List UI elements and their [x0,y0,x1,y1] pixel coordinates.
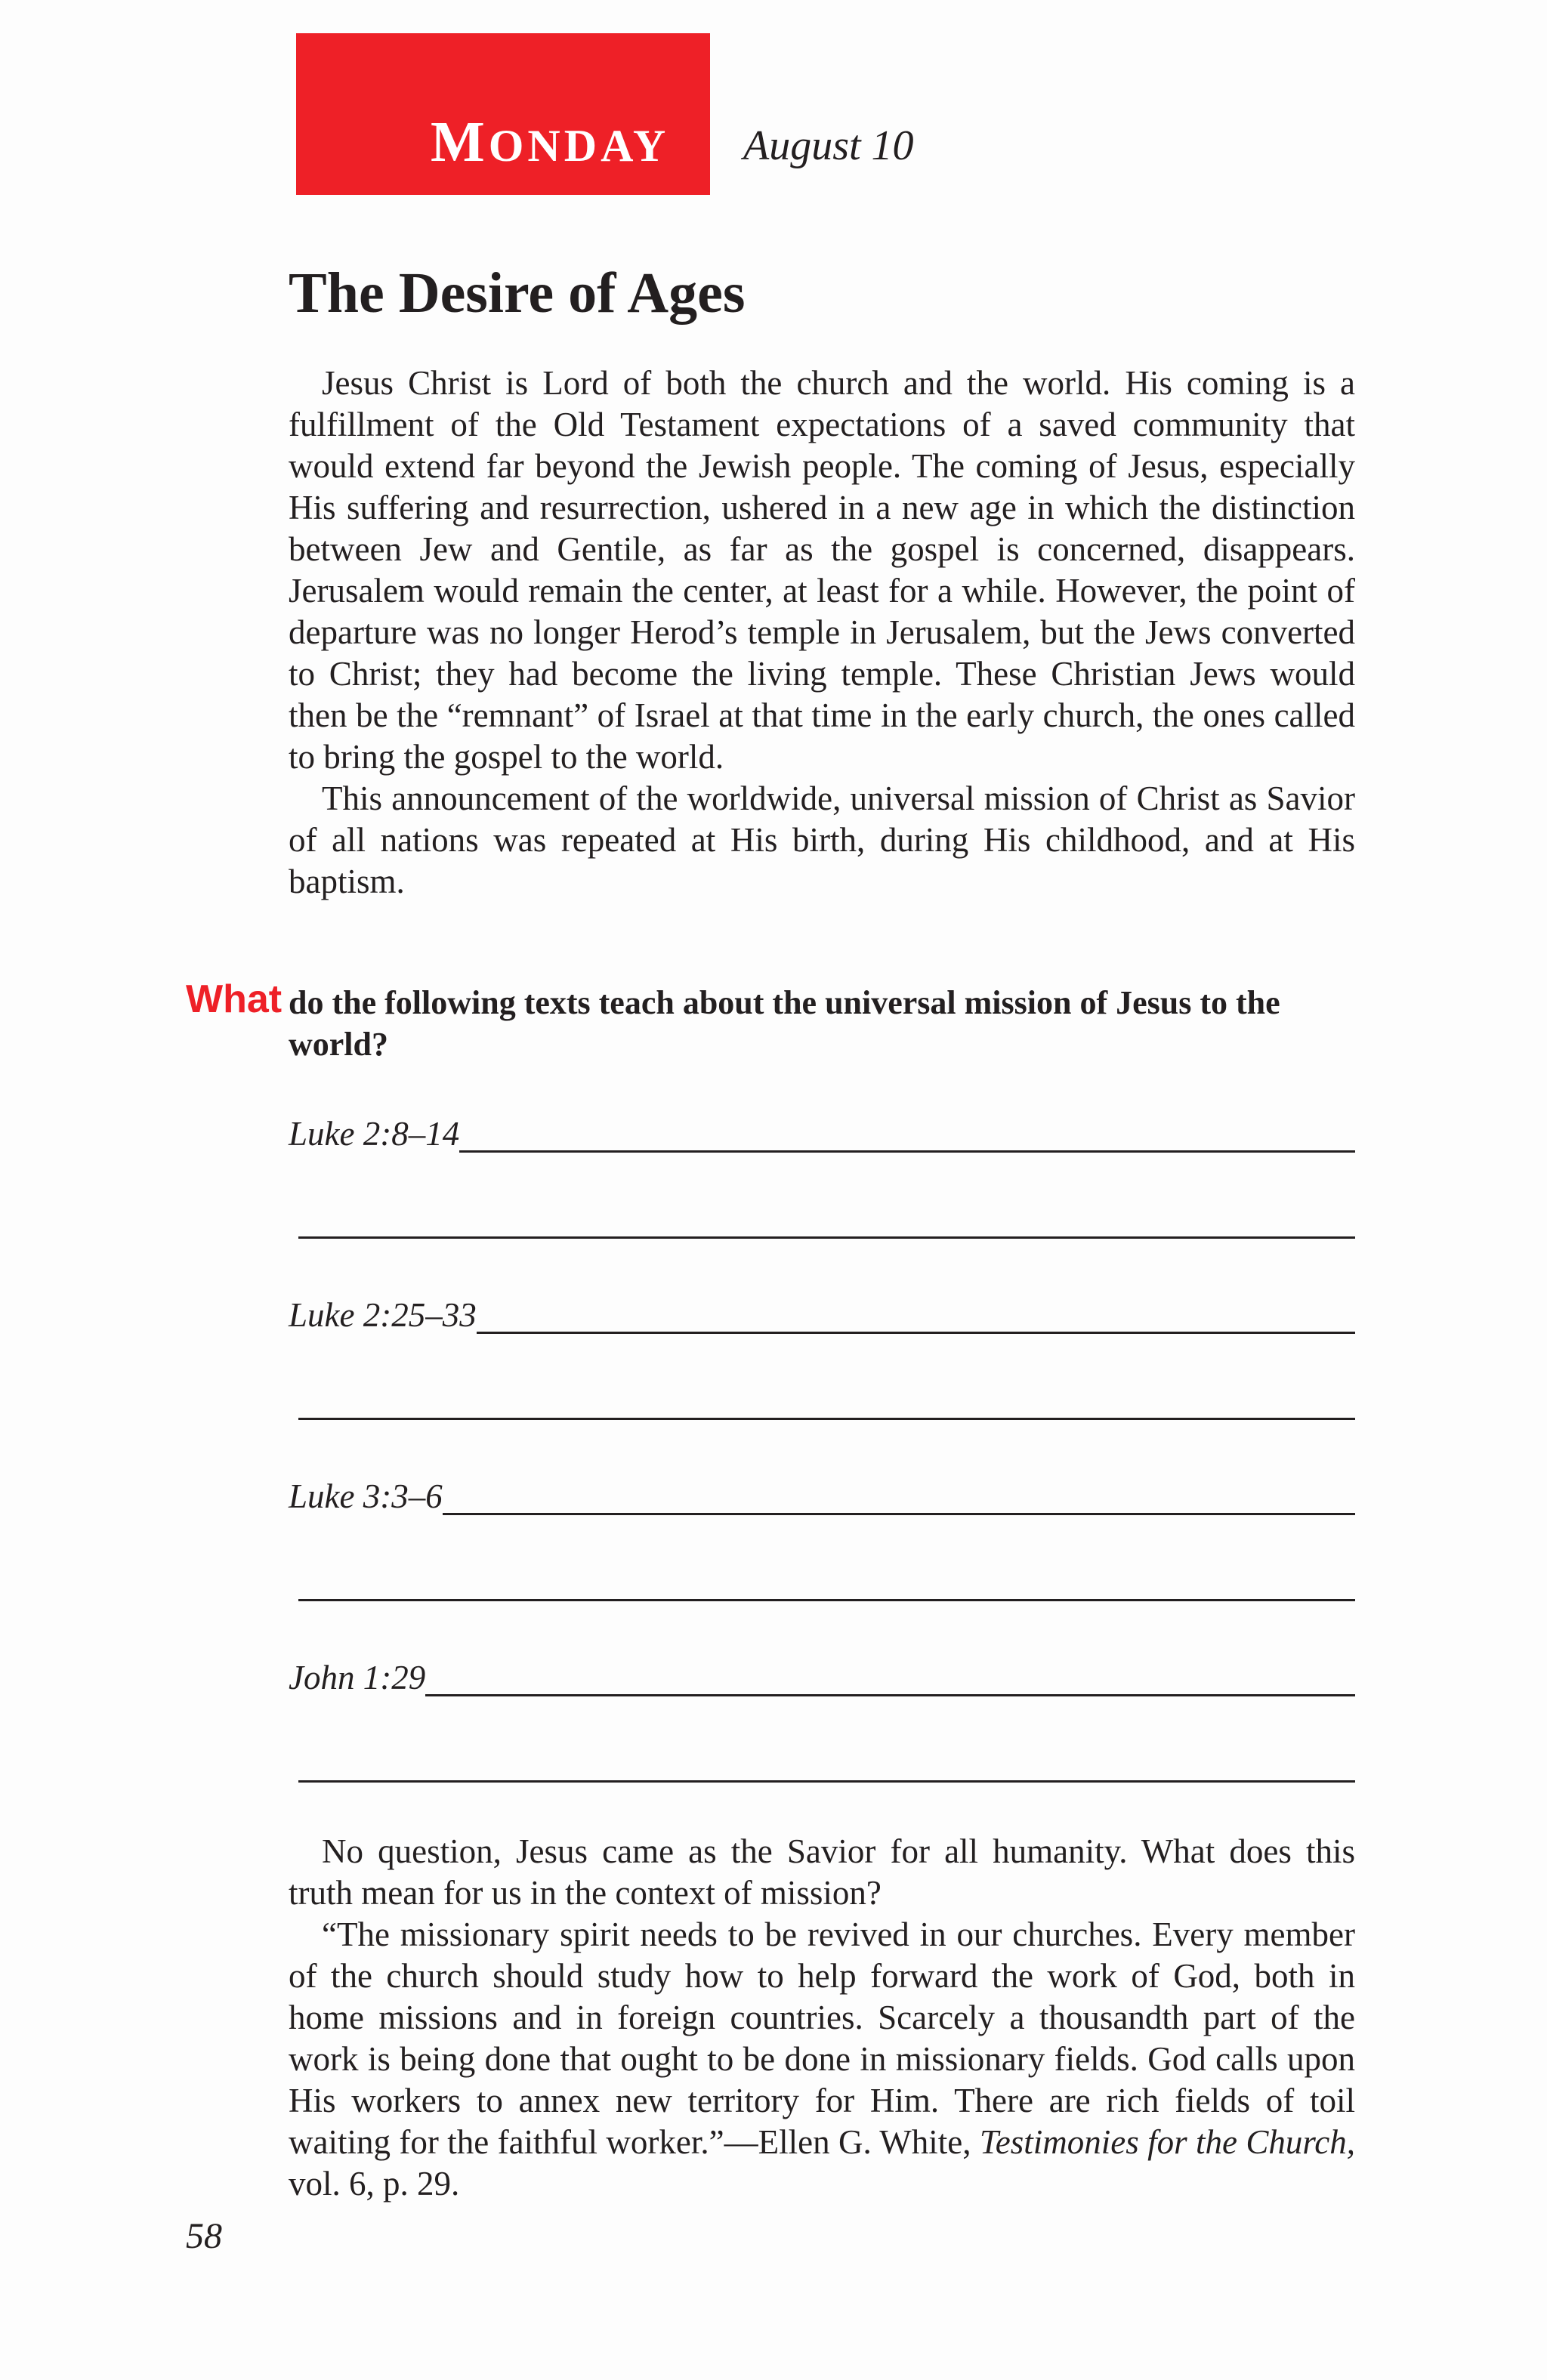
question-lead-word: What [186,977,283,1021]
page-number: 58 [186,2216,222,2256]
answer-row-4[interactable] [289,1653,1355,1698]
question-text: do the following texts teach about the universal mission of Jesus to the world? [289,984,1280,1063]
answer-row-2[interactable] [289,1290,1355,1335]
answer-line[interactable] [298,1599,1355,1601]
intro-text [289,363,1355,903]
answer-line[interactable] [425,1694,1355,1696]
scripture-reference: Luke 2:8–14 [289,1115,460,1153]
lesson-title: The Desire of Ages [289,261,746,325]
scripture-reference: Luke 3:3–6 [289,1477,443,1515]
answer-row-1[interactable] [289,1109,1355,1154]
scripture-reference: Luke 2:25–33 [289,1296,477,1334]
closing-paragraph-2 [289,1914,1355,2205]
quote-text: “The missionary spirit needs to be revived in our churches. Every member of the church should study how to help forward the work of God, both in home missions and in foreign countries. Scarcely a thousandth part of the work is being done that ought to be done in missionary fields. God calls upon His workers to annex new territory for Him. There are rich fields of toil waiting for the faithful worker.”—Ellen G. White, [289,1915,1355,2161]
citation-book: Testimonies for the Church, [979,2123,1355,2161]
answer-line[interactable] [298,1418,1355,1420]
answer-row-3[interactable] [289,1471,1355,1517]
day-label [431,110,670,174]
day-rest: ONDAY [488,121,670,171]
answer-line[interactable] [477,1332,1355,1334]
answer-line[interactable] [298,1236,1355,1239]
answer-line[interactable] [443,1513,1355,1515]
closing-paragraph-1: No question, Jesus came as the Savior for all humanity. What does this truth mean for us in the context of mission? [289,1832,1355,1912]
answer-line[interactable] [459,1150,1355,1153]
intro-paragraph-2: This announcement of the worldwide, universal mission of Christ as Savior of all nations was repeated at His birth, during His childhood, and at His baptism. [289,779,1355,900]
answer-line[interactable] [298,1780,1355,1783]
lesson-date: August 10 [743,122,914,169]
day-initial: M [431,110,489,174]
closing-text [289,1831,1355,2205]
citation-details: vol. 6, p. 29. [289,2165,460,2203]
intro-paragraph-1: Jesus Christ is Lord of both the church and the world. His coming is a fulfillment of the Old Testament expectations of a saved community that would extend far beyond the Jewish people. The coming of Jesus, especially His suffering and resurrection, ushered in a new age in which the distinction between Jew and Gentile, as far as the gospel is concerned, disappears. Jerusalem would remain the center, at least for a while. However, the point of departure was no longer Herod’s temple in Jerusalem, but the Jews converted to Christ; they had become the living temple. These Christian Jews would then be the “remnant” of Israel at that time in the early church, the ones called to bring the gospel to the world. [289,364,1355,776]
scripture-reference: John 1:29 [289,1659,426,1696]
study-question [186,977,1355,1065]
